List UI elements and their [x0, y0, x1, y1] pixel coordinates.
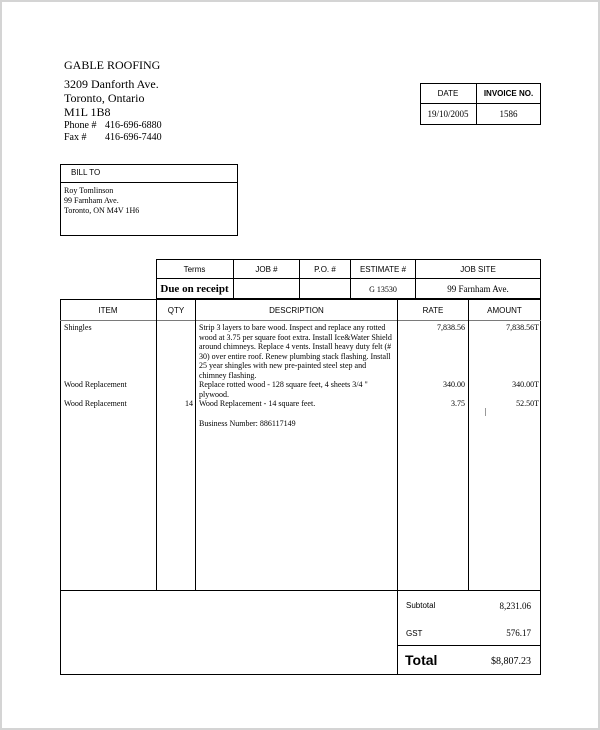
gst-value: 576.17 [506, 628, 531, 638]
item-name: Wood Replacement [64, 380, 127, 389]
po-number-label: P.O. # [314, 264, 336, 274]
job-number-value [234, 279, 299, 299]
bill-to-label: BILL TO [71, 168, 101, 177]
item-name: Shingles [64, 323, 92, 332]
rate-header: RATE [422, 305, 444, 315]
job-number-label: JOB # [255, 264, 278, 274]
item-rate: 3.75 [451, 399, 465, 408]
po-number-value [300, 279, 350, 299]
item-amount: 52.50T [516, 399, 539, 408]
fax-label: Fax # [64, 132, 87, 143]
fax-value: 416-696-7440 [105, 132, 162, 143]
job-site-label: JOB SITE [460, 264, 496, 274]
amount-header: AMOUNT [487, 305, 522, 315]
bill-to-line1: Roy Tomlinson [64, 186, 114, 195]
qty-header: QTY [167, 305, 185, 315]
total-label: Total [405, 652, 438, 668]
company-address-line1: 3209 Danforth Ave. [64, 77, 159, 91]
item-rate: 7,838.56 [437, 323, 465, 332]
item-description: Strip 3 layers to bare wood. Inspect and replace any rotted wood at 3.75 per square foot extra. Install Ice&Water Shield around chimneys. Replace 4 vents. Install heavy duty felt (# 30) over entire roof. Renew plumbing stack flashing. Install 25 year shingles with new pre-painted steel step and chimney flashing. [199, 323, 392, 380]
company-address-line3: M1L 1B8 [64, 105, 111, 119]
stray-mark [485, 408, 486, 416]
bill-to-line2: 99 Farnham Ave. [64, 196, 119, 205]
invoice-no-value: 1586 [499, 109, 518, 119]
date-label: DATE [437, 89, 459, 98]
item-rate: 340.00 [443, 380, 465, 389]
total-value: $8,807.23 [491, 656, 531, 667]
item-name: Wood Replacement [64, 399, 127, 408]
company-name: GABLE ROOFING [64, 58, 161, 72]
item-description: Replace rotted wood - 128 square feet, 4 sheets 3/4 " plywood. [199, 380, 368, 399]
subtotal-value: 8,231.06 [499, 601, 531, 611]
item-description: Wood Replacement - 14 square feet. [199, 399, 316, 408]
terms-label: Terms [183, 264, 206, 274]
business-number: Business Number: 886117149 [199, 419, 296, 428]
invoice-no-label: INVOICE NO. [483, 89, 534, 98]
subtotal-label: Subtotal [406, 601, 436, 610]
job-site-value: 99 Farnham Ave. [447, 284, 509, 294]
description-header: DESCRIPTION [269, 305, 324, 315]
terms-value: Due on receipt [160, 283, 229, 295]
company-address-line2: Toronto, Ontario [64, 91, 145, 105]
item-amount: 340.00T [512, 380, 539, 389]
bill-to-line3: Toronto, ON M4V 1H6 [64, 206, 140, 215]
phone-value: 416-696-6880 [105, 120, 162, 131]
item-header: ITEM [98, 305, 118, 315]
item-qty: 14 [185, 399, 193, 408]
estimate-value: G 13530 [369, 284, 397, 294]
gst-label: GST [406, 629, 423, 638]
date-value: 19/10/2005 [427, 109, 469, 119]
estimate-label: ESTIMATE # [359, 264, 407, 274]
item-amount: 7,838.56T [506, 323, 539, 332]
phone-label: Phone # [64, 120, 97, 131]
